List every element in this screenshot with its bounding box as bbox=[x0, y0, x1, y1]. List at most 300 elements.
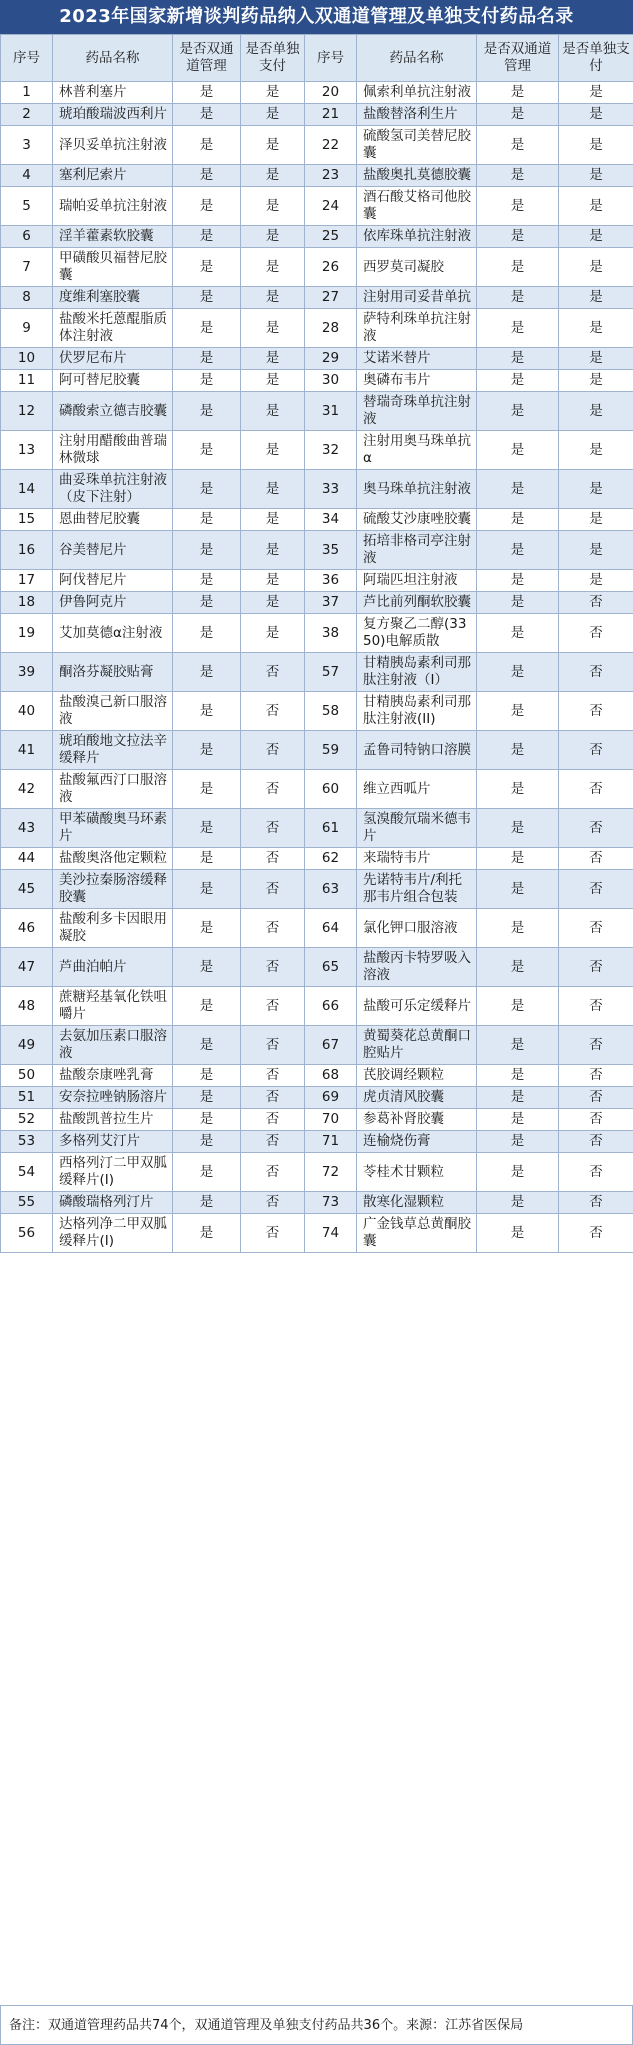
cell-dual-right: 是 bbox=[477, 1065, 559, 1087]
cell-pay-right: 是 bbox=[559, 287, 633, 309]
table-row bbox=[1, 570, 633, 592]
cell-name-left: 盐酸溴己新口服溶液 bbox=[53, 692, 173, 731]
cell-pay-left: 否 bbox=[241, 1192, 305, 1214]
cell-name-right: 甘精胰岛素利司那肽注射液(II) bbox=[357, 692, 477, 731]
cell-name-right: 苓桂术甘颗粒 bbox=[357, 1153, 477, 1192]
cell-pay-right: 否 bbox=[559, 848, 633, 870]
cell-seq-right: 28 bbox=[305, 309, 357, 348]
cell-pay-left: 是 bbox=[241, 287, 305, 309]
cell-seq-right: 59 bbox=[305, 731, 357, 770]
cell-dual-left: 是 bbox=[173, 770, 241, 809]
cell-seq-left: 7 bbox=[1, 248, 53, 287]
cell-name-right: 注射用司妥昔单抗 bbox=[357, 287, 477, 309]
cell-dual-left: 是 bbox=[173, 1109, 241, 1131]
cell-dual-left: 是 bbox=[173, 614, 241, 653]
cell-name-right: 氢溴酸氘瑞米德韦片 bbox=[357, 809, 477, 848]
header-pay-right: 是否单独支付 bbox=[559, 35, 633, 82]
cell-pay-right: 否 bbox=[559, 948, 633, 987]
table-row bbox=[1, 509, 633, 531]
cell-dual-right: 是 bbox=[477, 1214, 559, 1253]
cell-pay-left: 否 bbox=[241, 1214, 305, 1253]
cell-seq-left: 41 bbox=[1, 731, 53, 770]
cell-seq-right: 35 bbox=[305, 531, 357, 570]
cell-name-right: 连榆烧伤膏 bbox=[357, 1131, 477, 1153]
cell-dual-right: 是 bbox=[477, 348, 559, 370]
table-row bbox=[1, 614, 633, 653]
cell-seq-left: 5 bbox=[1, 187, 53, 226]
table-row bbox=[1, 309, 633, 348]
cell-dual-right: 是 bbox=[477, 392, 559, 431]
cell-pay-right: 否 bbox=[559, 770, 633, 809]
cell-seq-left: 16 bbox=[1, 531, 53, 570]
cell-dual-right: 是 bbox=[477, 614, 559, 653]
cell-pay-left: 是 bbox=[241, 570, 305, 592]
cell-name-left: 去氨加压素口服溶液 bbox=[53, 1026, 173, 1065]
cell-dual-right: 是 bbox=[477, 870, 559, 909]
cell-seq-left: 52 bbox=[1, 1109, 53, 1131]
cell-pay-left: 是 bbox=[241, 370, 305, 392]
cell-dual-right: 是 bbox=[477, 248, 559, 287]
cell-pay-left: 否 bbox=[241, 1087, 305, 1109]
cell-pay-left: 是 bbox=[241, 82, 305, 104]
cell-name-left: 盐酸氟西汀口服溶液 bbox=[53, 770, 173, 809]
cell-name-left: 多格列艾汀片 bbox=[53, 1131, 173, 1153]
cell-seq-left: 42 bbox=[1, 770, 53, 809]
cell-pay-right: 否 bbox=[559, 1131, 633, 1153]
cell-dual-left: 是 bbox=[173, 470, 241, 509]
cell-seq-left: 46 bbox=[1, 909, 53, 948]
cell-dual-left: 是 bbox=[173, 909, 241, 948]
cell-seq-right: 57 bbox=[305, 653, 357, 692]
cell-dual-left: 是 bbox=[173, 165, 241, 187]
cell-seq-left: 15 bbox=[1, 509, 53, 531]
cell-dual-left: 是 bbox=[173, 309, 241, 348]
cell-name-right: 盐酸奥扎莫德胶囊 bbox=[357, 165, 477, 187]
table-row bbox=[1, 1192, 633, 1214]
cell-seq-right: 24 bbox=[305, 187, 357, 226]
cell-dual-left: 是 bbox=[173, 1153, 241, 1192]
cell-seq-right: 27 bbox=[305, 287, 357, 309]
cell-dual-right: 是 bbox=[477, 848, 559, 870]
table-row bbox=[1, 104, 633, 126]
header-name-right: 药品名称 bbox=[357, 35, 477, 82]
cell-pay-left: 否 bbox=[241, 1109, 305, 1131]
cell-pay-left: 否 bbox=[241, 1026, 305, 1065]
cell-pay-right: 否 bbox=[559, 592, 633, 614]
table-title: 2023年国家新增谈判药品纳入双通道管理及单独支付药品名录 bbox=[0, 0, 633, 34]
cell-name-right: 芦比前列酮软胶囊 bbox=[357, 592, 477, 614]
table-header-row bbox=[1, 35, 633, 82]
table-body bbox=[1, 82, 633, 1253]
cell-seq-right: 72 bbox=[305, 1153, 357, 1192]
cell-seq-left: 18 bbox=[1, 592, 53, 614]
cell-pay-right: 是 bbox=[559, 187, 633, 226]
cell-dual-left: 是 bbox=[173, 248, 241, 287]
cell-dual-right: 是 bbox=[477, 987, 559, 1026]
cell-pay-left: 否 bbox=[241, 848, 305, 870]
cell-pay-right: 是 bbox=[559, 309, 633, 348]
cell-pay-right: 是 bbox=[559, 248, 633, 287]
table-row bbox=[1, 370, 633, 392]
cell-name-left: 度维利塞胶囊 bbox=[53, 287, 173, 309]
cell-seq-right: 65 bbox=[305, 948, 357, 987]
table-row bbox=[1, 348, 633, 370]
cell-seq-left: 47 bbox=[1, 948, 53, 987]
cell-seq-right: 63 bbox=[305, 870, 357, 909]
cell-dual-left: 是 bbox=[173, 104, 241, 126]
cell-pay-left: 是 bbox=[241, 531, 305, 570]
cell-pay-left: 否 bbox=[241, 909, 305, 948]
footnote: 备注：双通道管理药品共74个，双通道管理及单独支付药品共36个。来源：江苏省医保局 bbox=[0, 2005, 633, 2045]
cell-seq-left: 3 bbox=[1, 126, 53, 165]
cell-dual-right: 是 bbox=[477, 287, 559, 309]
cell-seq-right: 64 bbox=[305, 909, 357, 948]
cell-pay-right: 是 bbox=[559, 348, 633, 370]
cell-seq-left: 9 bbox=[1, 309, 53, 348]
cell-pay-right: 否 bbox=[559, 653, 633, 692]
cell-name-left: 盐酸利多卡因眼用凝胶 bbox=[53, 909, 173, 948]
table-row bbox=[1, 948, 633, 987]
cell-name-left: 淫羊藿素软胶囊 bbox=[53, 226, 173, 248]
cell-name-left: 西格列汀二甲双胍缓释片(I) bbox=[53, 1153, 173, 1192]
cell-pay-right: 否 bbox=[559, 909, 633, 948]
cell-seq-left: 55 bbox=[1, 1192, 53, 1214]
table-row bbox=[1, 226, 633, 248]
cell-pay-left: 是 bbox=[241, 126, 305, 165]
cell-pay-left: 是 bbox=[241, 248, 305, 287]
cell-seq-left: 56 bbox=[1, 1214, 53, 1253]
cell-name-left: 曲妥珠单抗注射液（皮下注射） bbox=[53, 470, 173, 509]
cell-name-right: 散寒化湿颗粒 bbox=[357, 1192, 477, 1214]
cell-pay-right: 否 bbox=[559, 1065, 633, 1087]
cell-seq-left: 8 bbox=[1, 287, 53, 309]
cell-pay-right: 是 bbox=[559, 570, 633, 592]
cell-dual-left: 是 bbox=[173, 848, 241, 870]
cell-pay-right: 是 bbox=[559, 531, 633, 570]
cell-pay-left: 是 bbox=[241, 592, 305, 614]
cell-seq-right: 32 bbox=[305, 431, 357, 470]
cell-name-right: 复方聚乙二醇(3350)电解质散 bbox=[357, 614, 477, 653]
cell-dual-left: 是 bbox=[173, 570, 241, 592]
cell-name-left: 磷酸瑞格列汀片 bbox=[53, 1192, 173, 1214]
cell-dual-left: 是 bbox=[173, 653, 241, 692]
cell-seq-right: 73 bbox=[305, 1192, 357, 1214]
cell-seq-right: 67 bbox=[305, 1026, 357, 1065]
cell-pay-right: 否 bbox=[559, 870, 633, 909]
cell-name-left: 琥珀酸瑞波西利片 bbox=[53, 104, 173, 126]
cell-dual-right: 是 bbox=[477, 1131, 559, 1153]
cell-dual-right: 是 bbox=[477, 309, 559, 348]
cell-seq-right: 29 bbox=[305, 348, 357, 370]
cell-name-left: 注射用醋酸曲普瑞林微球 bbox=[53, 431, 173, 470]
cell-pay-right: 否 bbox=[559, 987, 633, 1026]
cell-name-right: 硫酸艾沙康唑胶囊 bbox=[357, 509, 477, 531]
cell-dual-left: 是 bbox=[173, 509, 241, 531]
cell-name-right: 黄蜀葵花总黄酮口腔贴片 bbox=[357, 1026, 477, 1065]
table-row bbox=[1, 126, 633, 165]
drug-table bbox=[0, 34, 633, 1253]
cell-seq-right: 58 bbox=[305, 692, 357, 731]
cell-dual-right: 是 bbox=[477, 187, 559, 226]
cell-dual-right: 是 bbox=[477, 165, 559, 187]
cell-dual-right: 是 bbox=[477, 1087, 559, 1109]
cell-dual-left: 是 bbox=[173, 431, 241, 470]
cell-dual-left: 是 bbox=[173, 531, 241, 570]
cell-seq-right: 21 bbox=[305, 104, 357, 126]
cell-dual-right: 是 bbox=[477, 948, 559, 987]
cell-name-left: 林普利塞片 bbox=[53, 82, 173, 104]
cell-dual-right: 是 bbox=[477, 531, 559, 570]
cell-dual-left: 是 bbox=[173, 809, 241, 848]
cell-seq-right: 23 bbox=[305, 165, 357, 187]
cell-pay-left: 否 bbox=[241, 731, 305, 770]
cell-name-left: 伏罗尼布片 bbox=[53, 348, 173, 370]
cell-pay-left: 是 bbox=[241, 392, 305, 431]
cell-pay-left: 否 bbox=[241, 770, 305, 809]
cell-dual-right: 是 bbox=[477, 470, 559, 509]
cell-seq-left: 40 bbox=[1, 692, 53, 731]
cell-pay-left: 是 bbox=[241, 509, 305, 531]
table-row bbox=[1, 909, 633, 948]
header-dual-right: 是否双通道管理 bbox=[477, 35, 559, 82]
cell-dual-right: 是 bbox=[477, 570, 559, 592]
table-row bbox=[1, 770, 633, 809]
cell-name-left: 美沙拉秦肠溶缓释胶囊 bbox=[53, 870, 173, 909]
cell-seq-right: 70 bbox=[305, 1109, 357, 1131]
cell-name-right: 盐酸替洛利生片 bbox=[357, 104, 477, 126]
cell-seq-right: 61 bbox=[305, 809, 357, 848]
cell-pay-right: 是 bbox=[559, 226, 633, 248]
table-row bbox=[1, 1153, 633, 1192]
cell-dual-right: 是 bbox=[477, 1109, 559, 1131]
cell-seq-right: 34 bbox=[305, 509, 357, 531]
cell-dual-left: 是 bbox=[173, 592, 241, 614]
cell-dual-left: 是 bbox=[173, 1214, 241, 1253]
cell-seq-left: 1 bbox=[1, 82, 53, 104]
cell-seq-left: 45 bbox=[1, 870, 53, 909]
cell-name-right: 来瑞特韦片 bbox=[357, 848, 477, 870]
cell-pay-right: 否 bbox=[559, 731, 633, 770]
cell-name-left: 阿伐替尼片 bbox=[53, 570, 173, 592]
cell-pay-left: 是 bbox=[241, 309, 305, 348]
cell-name-right: 先诺特韦片/利托那韦片组合包装 bbox=[357, 870, 477, 909]
cell-seq-right: 30 bbox=[305, 370, 357, 392]
cell-seq-right: 33 bbox=[305, 470, 357, 509]
cell-dual-right: 是 bbox=[477, 653, 559, 692]
cell-dual-left: 是 bbox=[173, 692, 241, 731]
cell-dual-left: 是 bbox=[173, 392, 241, 431]
cell-seq-left: 39 bbox=[1, 653, 53, 692]
cell-pay-right: 是 bbox=[559, 392, 633, 431]
cell-name-right: 佩索利单抗注射液 bbox=[357, 82, 477, 104]
cell-dual-left: 是 bbox=[173, 948, 241, 987]
table-row bbox=[1, 287, 633, 309]
cell-name-right: 酒石酸艾格司他胶囊 bbox=[357, 187, 477, 226]
cell-dual-right: 是 bbox=[477, 1026, 559, 1065]
table-row bbox=[1, 82, 633, 104]
cell-name-right: 盐酸丙卡特罗吸入溶液 bbox=[357, 948, 477, 987]
cell-seq-left: 49 bbox=[1, 1026, 53, 1065]
cell-seq-left: 10 bbox=[1, 348, 53, 370]
header-seq-left: 序号 bbox=[1, 35, 53, 82]
table-row bbox=[1, 1109, 633, 1131]
cell-name-left: 塞利尼索片 bbox=[53, 165, 173, 187]
cell-pay-left: 是 bbox=[241, 165, 305, 187]
cell-pay-right: 否 bbox=[559, 809, 633, 848]
cell-dual-left: 是 bbox=[173, 370, 241, 392]
cell-name-left: 甲苯磺酸奥马环素片 bbox=[53, 809, 173, 848]
cell-pay-left: 是 bbox=[241, 187, 305, 226]
cell-dual-right: 是 bbox=[477, 592, 559, 614]
cell-name-right: 奥磷布韦片 bbox=[357, 370, 477, 392]
cell-pay-right: 是 bbox=[559, 165, 633, 187]
cell-name-right: 奥马珠单抗注射液 bbox=[357, 470, 477, 509]
table-row bbox=[1, 592, 633, 614]
cell-pay-left: 是 bbox=[241, 470, 305, 509]
cell-dual-left: 是 bbox=[173, 1065, 241, 1087]
cell-name-left: 盐酸奥洛他定颗粒 bbox=[53, 848, 173, 870]
cell-seq-right: 37 bbox=[305, 592, 357, 614]
cell-name-right: 依库珠单抗注射液 bbox=[357, 226, 477, 248]
cell-pay-right: 否 bbox=[559, 1192, 633, 1214]
header-name-left: 药品名称 bbox=[53, 35, 173, 82]
cell-pay-right: 是 bbox=[559, 470, 633, 509]
cell-pay-right: 是 bbox=[559, 509, 633, 531]
cell-seq-right: 26 bbox=[305, 248, 357, 287]
cell-seq-right: 36 bbox=[305, 570, 357, 592]
cell-pay-left: 否 bbox=[241, 987, 305, 1026]
cell-pay-right: 否 bbox=[559, 1109, 633, 1131]
cell-dual-right: 是 bbox=[477, 431, 559, 470]
cell-dual-right: 是 bbox=[477, 909, 559, 948]
table-row bbox=[1, 1026, 633, 1065]
cell-name-left: 盐酸米托蒽醌脂质体注射液 bbox=[53, 309, 173, 348]
cell-seq-right: 25 bbox=[305, 226, 357, 248]
cell-seq-left: 19 bbox=[1, 614, 53, 653]
cell-name-left: 酮洛芬凝胶贴膏 bbox=[53, 653, 173, 692]
cell-pay-right: 是 bbox=[559, 82, 633, 104]
cell-name-left: 瑞帕妥单抗注射液 bbox=[53, 187, 173, 226]
cell-name-right: 甘精胰岛素利司那肽注射液（I） bbox=[357, 653, 477, 692]
table-row bbox=[1, 392, 633, 431]
cell-dual-left: 是 bbox=[173, 1087, 241, 1109]
cell-name-left: 艾加莫德α注射液 bbox=[53, 614, 173, 653]
table-row bbox=[1, 809, 633, 848]
cell-name-right: 硫酸氢司美替尼胶囊 bbox=[357, 126, 477, 165]
cell-dual-right: 是 bbox=[477, 731, 559, 770]
cell-dual-right: 是 bbox=[477, 770, 559, 809]
cell-dual-left: 是 bbox=[173, 1026, 241, 1065]
table-row bbox=[1, 653, 633, 692]
cell-dual-left: 是 bbox=[173, 870, 241, 909]
cell-name-right: 拓培非格司亭注射液 bbox=[357, 531, 477, 570]
cell-pay-left: 是 bbox=[241, 104, 305, 126]
cell-name-right: 孟鲁司特钠口溶膜 bbox=[357, 731, 477, 770]
cell-dual-left: 是 bbox=[173, 987, 241, 1026]
cell-pay-right: 是 bbox=[559, 104, 633, 126]
cell-dual-left: 是 bbox=[173, 126, 241, 165]
cell-dual-left: 是 bbox=[173, 82, 241, 104]
cell-name-left: 谷美替尼片 bbox=[53, 531, 173, 570]
cell-pay-left: 是 bbox=[241, 226, 305, 248]
cell-seq-left: 54 bbox=[1, 1153, 53, 1192]
table-row bbox=[1, 1214, 633, 1253]
cell-seq-left: 51 bbox=[1, 1087, 53, 1109]
cell-pay-right: 否 bbox=[559, 1087, 633, 1109]
table-row bbox=[1, 531, 633, 570]
header-seq-right: 序号 bbox=[305, 35, 357, 82]
header-dual-left: 是否双通道管理 bbox=[173, 35, 241, 82]
cell-seq-left: 13 bbox=[1, 431, 53, 470]
cell-dual-left: 是 bbox=[173, 731, 241, 770]
cell-pay-left: 否 bbox=[241, 1131, 305, 1153]
cell-seq-right: 74 bbox=[305, 1214, 357, 1253]
cell-name-left: 达格列净二甲双胍缓释片(I) bbox=[53, 1214, 173, 1253]
cell-pay-right: 否 bbox=[559, 614, 633, 653]
cell-name-right: 芪胶调经颗粒 bbox=[357, 1065, 477, 1087]
cell-pay-right: 否 bbox=[559, 1214, 633, 1253]
cell-pay-right: 是 bbox=[559, 370, 633, 392]
table-row bbox=[1, 431, 633, 470]
cell-seq-right: 20 bbox=[305, 82, 357, 104]
cell-name-right: 虎贞清风胶囊 bbox=[357, 1087, 477, 1109]
cell-name-right: 盐酸可乐定缓释片 bbox=[357, 987, 477, 1026]
cell-pay-left: 是 bbox=[241, 348, 305, 370]
table-row bbox=[1, 1131, 633, 1153]
cell-pay-left: 否 bbox=[241, 1153, 305, 1192]
cell-dual-right: 是 bbox=[477, 82, 559, 104]
cell-seq-left: 44 bbox=[1, 848, 53, 870]
cell-seq-left: 2 bbox=[1, 104, 53, 126]
cell-name-right: 替瑞奇珠单抗注射液 bbox=[357, 392, 477, 431]
cell-name-right: 参葛补肾胶囊 bbox=[357, 1109, 477, 1131]
cell-seq-left: 43 bbox=[1, 809, 53, 848]
cell-pay-left: 否 bbox=[241, 692, 305, 731]
cell-seq-right: 22 bbox=[305, 126, 357, 165]
cell-pay-right: 是 bbox=[559, 431, 633, 470]
cell-dual-right: 是 bbox=[477, 370, 559, 392]
table-row bbox=[1, 848, 633, 870]
cell-name-right: 艾诺米替片 bbox=[357, 348, 477, 370]
header-pay-left: 是否单独支付 bbox=[241, 35, 305, 82]
cell-dual-right: 是 bbox=[477, 509, 559, 531]
cell-seq-right: 60 bbox=[305, 770, 357, 809]
cell-name-left: 甲磺酸贝福替尼胶囊 bbox=[53, 248, 173, 287]
cell-dual-left: 是 bbox=[173, 226, 241, 248]
cell-dual-right: 是 bbox=[477, 692, 559, 731]
cell-seq-left: 6 bbox=[1, 226, 53, 248]
cell-name-left: 阿可替尼胶囊 bbox=[53, 370, 173, 392]
cell-name-left: 恩曲替尼胶囊 bbox=[53, 509, 173, 531]
cell-dual-right: 是 bbox=[477, 1153, 559, 1192]
cell-pay-left: 否 bbox=[241, 948, 305, 987]
cell-seq-left: 14 bbox=[1, 470, 53, 509]
cell-name-right: 广金钱草总黄酮胶囊 bbox=[357, 1214, 477, 1253]
cell-dual-right: 是 bbox=[477, 126, 559, 165]
table-row bbox=[1, 692, 633, 731]
cell-seq-left: 4 bbox=[1, 165, 53, 187]
cell-seq-right: 38 bbox=[305, 614, 357, 653]
cell-dual-right: 是 bbox=[477, 1192, 559, 1214]
cell-dual-left: 是 bbox=[173, 287, 241, 309]
cell-seq-left: 17 bbox=[1, 570, 53, 592]
cell-name-left: 琥珀酸地文拉法辛缓释片 bbox=[53, 731, 173, 770]
cell-seq-right: 69 bbox=[305, 1087, 357, 1109]
table-row bbox=[1, 870, 633, 909]
cell-seq-right: 62 bbox=[305, 848, 357, 870]
cell-seq-right: 71 bbox=[305, 1131, 357, 1153]
table-row bbox=[1, 987, 633, 1026]
